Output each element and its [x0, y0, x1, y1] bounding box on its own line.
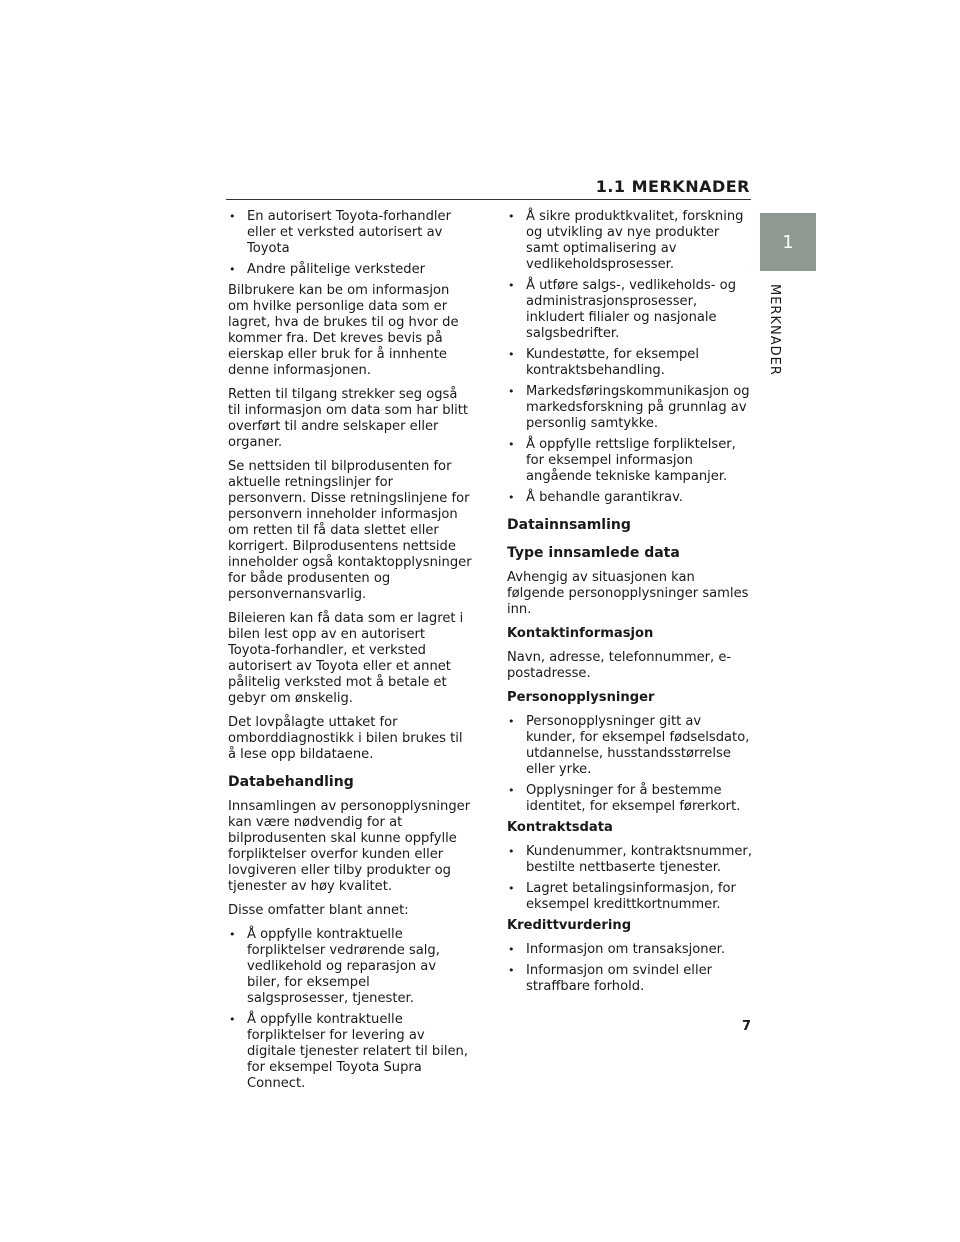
list-item: • Lagret betalingsinformasjon, for eksempel kredittkortnummer.: [507, 881, 752, 913]
header-divider: [226, 199, 751, 200]
chapter-number: 1: [782, 231, 794, 253]
paragraph: Det lovpålagte uttaket for omborddiagnostikk i bilen brukes til å lese opp bildataene.: [228, 715, 463, 762]
chapter-label: MERKNADER: [767, 284, 782, 376]
section-subheading: Type innsamlede data: [507, 545, 680, 561]
section-heading: Databehandling: [228, 774, 354, 790]
section-header-title: 1.1 MERKNADER: [595, 177, 750, 196]
paragraph: Bileieren kan få data som er lagret i bilen lest opp av en autorisert Toyota-forhandler, et verksted autorisert av Toyota eller et annet pålitelig verksted mot å betale et gebyr om ønskelig.: [228, 611, 464, 706]
paragraph: Se nettsiden til bilprodusenten for aktuelle retningslinjer for personvern. Disse retningslinjene for personvern inneholder informasjon om retten til få data slettet eller korrigert. Bilprodusentens nettside inneholder også kontaktopplysninger for både produsenten og personvernansvarlig.: [228, 459, 472, 602]
list-item: • Kundenummer, kontraktsnummer, bestilte nettbaserte tjenester.: [507, 844, 752, 876]
paragraph: Navn, adresse, telefonnummer, e-postadresse.: [507, 650, 732, 681]
subsection-label: Kredittvurdering: [507, 918, 632, 933]
list-item: • Informasjon om transaksjoner.: [507, 942, 752, 958]
right-column: [507, 209, 752, 1000]
list-item: • Å utføre salgs-, vedlikeholds- og administrasjonsprosesser, inkludert filialer og nasjonale salgsbedrifter.: [507, 278, 752, 342]
subsection-label: Personopplysninger: [507, 690, 655, 705]
list-item: • Kundestøtte, for eksempel kontraktsbehandling.: [507, 347, 752, 379]
list-item: • Å oppfylle kontraktuelle forpliktelser vedrørende salg, vedlikehold og reparasjon av biler, for eksempel salgsprosesser, tjenester.: [228, 927, 473, 1007]
list-item: • Informasjon om svindel eller straffbare forhold.: [507, 963, 752, 995]
left-column: [228, 209, 473, 1097]
list-item: • Personopplysninger gitt av kunder, for eksempel fødselsdato, utdannelse, husstandsstørrelse eller yrke.: [507, 714, 752, 778]
subsection-label: Kontraktsdata: [507, 820, 613, 835]
paragraph: Innsamlingen av personopplysninger kan være nødvendig for at bilprodusenten skal kunne oppfylle forpliktelser overfor kunden eller lovgiveren eller tilby produkter og tjenester av høy kvalitet.: [228, 799, 471, 894]
list-item: • Å oppfylle rettslige forpliktelser, for eksempel informasjon angående tekniske kampanjer.: [507, 437, 752, 485]
list-item: • Opplysninger for å bestemme identitet, for eksempel førerkort.: [507, 783, 752, 815]
chapter-tab: [760, 213, 816, 271]
list-item: • Andre pålitelige verksteder: [228, 262, 473, 278]
paragraph: Bilbrukere kan be om informasjon om hvilke personlige data som er lagret, hva de brukes til og hvor de kommer fra. Det kreves bevis på eierskap eller bruk for å innhente denne informasjonen.: [228, 283, 459, 378]
page-number: 7: [742, 1019, 752, 1034]
paragraph: Retten til tilgang strekker seg også til informasjon om data som har blitt overført til andre selskaper eller organer.: [228, 387, 469, 450]
section-heading: Datainnsamling: [507, 517, 631, 533]
list-item: • Å sikre produktkvalitet, forskning og utvikling av nye produkter samt optimalisering av vedlikeholdsprosesser.: [507, 209, 752, 273]
paragraph: Avhengig av situasjonen kan følgende personopplysninger samles inn.: [507, 570, 749, 617]
list-item: • Å behandle garantikrav.: [507, 490, 752, 506]
list-item: • En autorisert Toyota-forhandler eller et verksted autorisert av Toyota: [228, 209, 473, 257]
list-item: • Markedsføringskommunikasjon og markedsforskning på grunnlag av personlig samtykke.: [507, 384, 752, 432]
subsection-label: Kontaktinformasjon: [507, 626, 654, 641]
list-item: • Å oppfylle kontraktuelle forpliktelser for levering av digitale tjenester relatert til bilen, for eksempel Toyota Supra Connect.: [228, 1012, 473, 1092]
paragraph: Disse omfatter blant annet:: [228, 903, 409, 918]
